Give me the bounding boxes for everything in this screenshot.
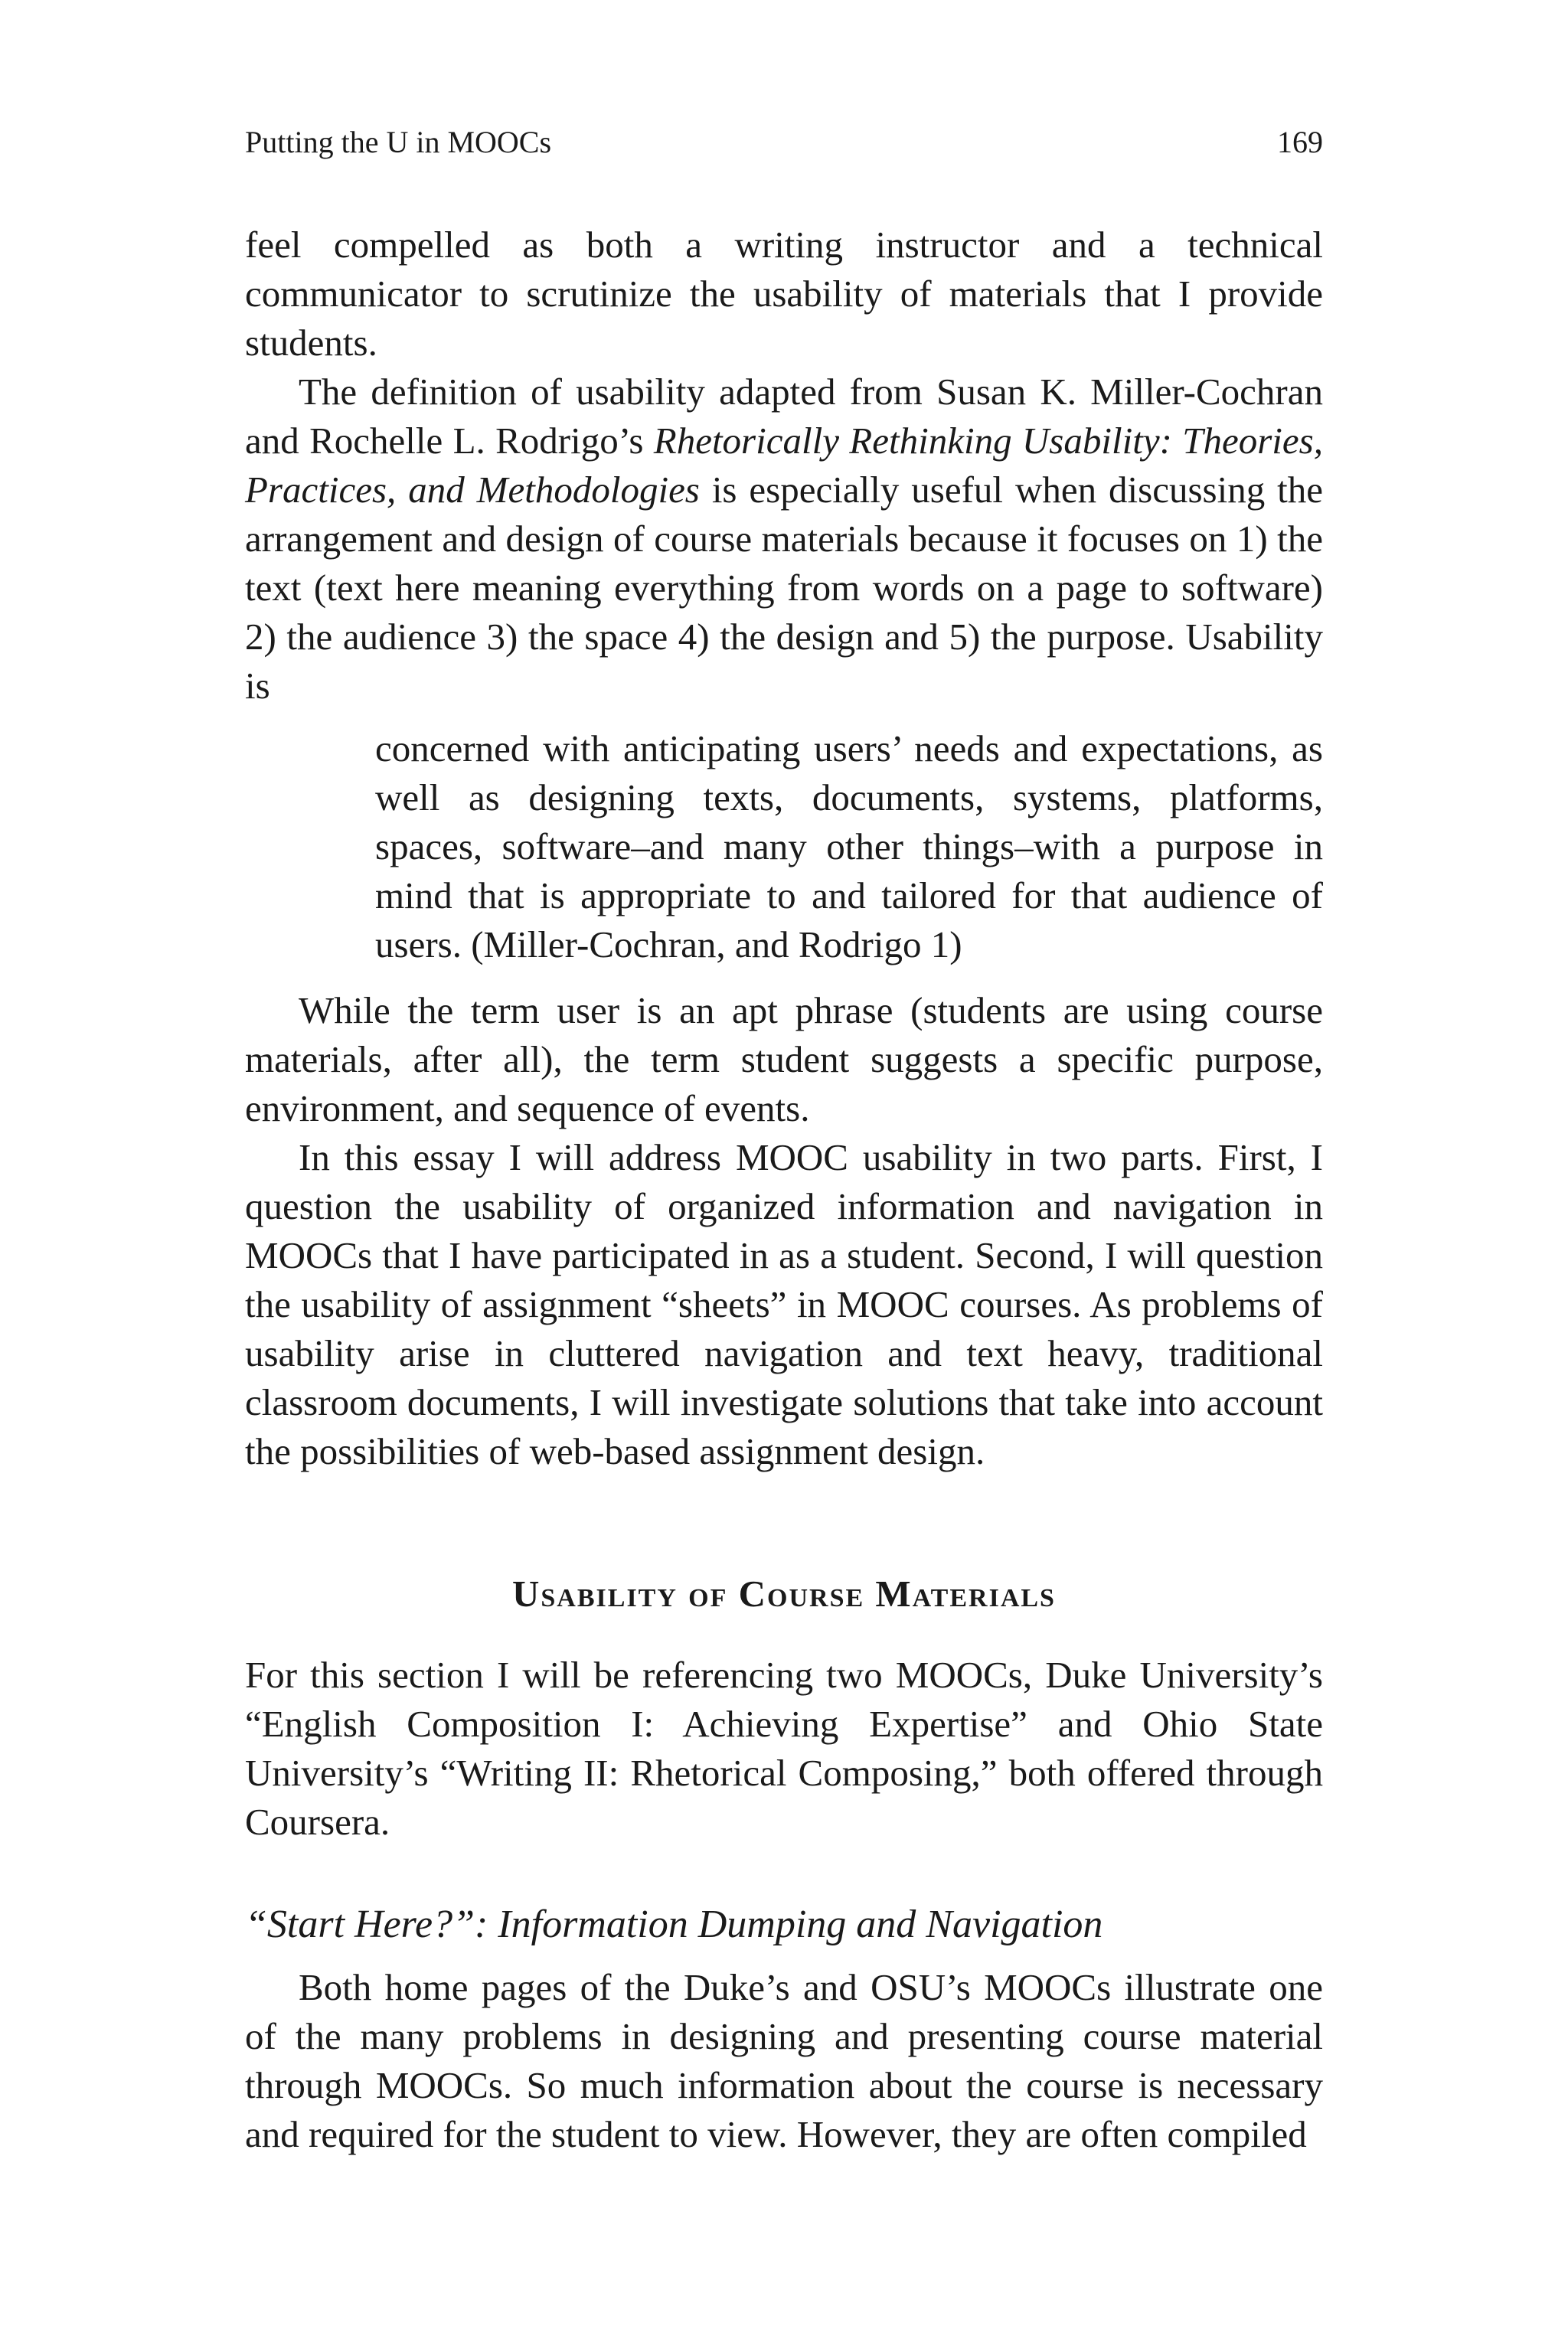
paragraph-1: feel compelled as both a writing instructor and a technical communicator to scrutinize the usability of materials that I provide students. [245,224,1323,364]
paragraph-5: For this section I will be referencing two MOOCs, Duke University’s “English Composition I: Achieving Expertise” and Ohio State University’s “Writing II: Rhetorical Composing,” both offered through Coursera. [245,1654,1323,1843]
paragraph-3: While the term user is an apt phrase (students are using course materials, after all), the term student suggests a specific purpose, environment, and sequence of events. [245,989,1323,1129]
paragraph-2-text-b: is especially useful when discussing the arrangement and design of course materials because it focuses on 1) the text (text here meaning everything from words on a page to software) 2) the audience 3) the space 4) the design and 5) the purpose. Usability is [245,469,1323,707]
block-quote: concerned with anticipating users’ needs and expectations, as well as designing texts, documents, systems, platforms, spaces, software–and many other things–with a purpose in mind that is appropriate to and tailored for that audience of users. (Miller-Cochran, and Rodrigo 1) [375,727,1323,965]
running-title: Putting the U in MOOCs [245,125,552,159]
body-text [245,220,1323,2159]
paragraph-2-text-a: The definition of usability adapted from Susan K. Miller-Cochran and Rochelle L. Rodrigo’s [245,371,1323,462]
section-heading: Usability of Course Materials [512,1573,1056,1615]
page-number: 169 [1277,125,1323,159]
subsection-heading: “Start Here?”: Information Dumping and Navigation [245,1903,1103,1946]
paragraph-6: Both home pages of the Duke’s and OSU’s MOOCs illustrate one of the many problems in designing and presenting course material through MOOCs. So much information about the course is necessary and required for the student to view. However, they are often compiled [245,1966,1323,2155]
paragraph-4: In this essay I will address MOOC usability in two parts. First, I question the usability of organized information and navigation in MOOCs that I have participated in as a student. Second, I will question the usability of assignment “sheets” in MOOC courses. As problems of usability arise in cluttered navigation and text heavy, traditional classroom documents, I will investigate solutions that take into account the possibilities of web-based assignment design. [245,1136,1323,1472]
book-title: Rhetorically Rethinking Usability: Theories, Practices, and Methodologies [245,420,1323,511]
paragraph-2 [245,368,1323,710]
